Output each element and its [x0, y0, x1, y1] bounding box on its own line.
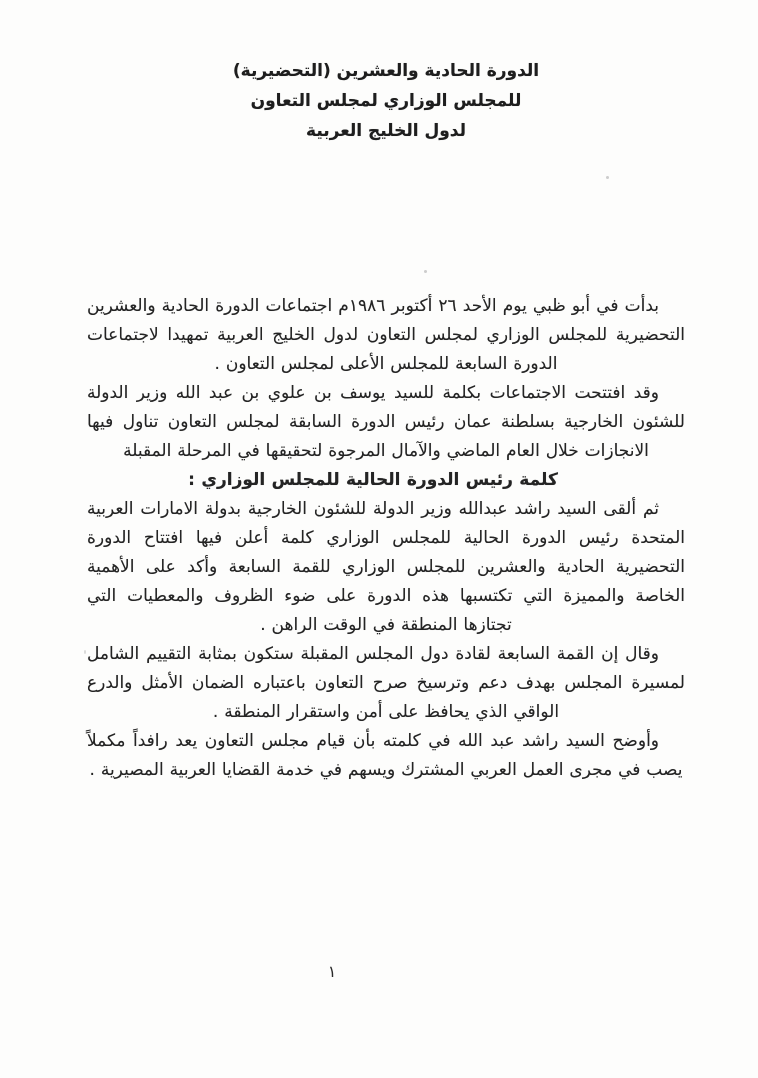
- title-line-2: للمجلس الوزاري لمجلس التعاون: [250, 91, 522, 111]
- document-body: [87, 292, 685, 785]
- section-heading: كلمة رئيس الدورة الحالية للمجلس الوزاري :: [188, 470, 558, 490]
- page-number: ١: [327, 962, 337, 981]
- title-line-1: الدورة الحادية والعشرين (التحضيرية): [232, 61, 540, 81]
- scan-speck: [424, 270, 427, 273]
- section-paragraph-1: ثم ألقى السيد راشد عبدالله وزير الدولة للشئون الخارجية بدولة الامارات العربية المتحدة رئيس الدورة الحالية للمجلس الوزاري كلمة أعلن فيها افتتاح الدورة التحضيرية الحادية والعشرين للمجلس الوزاري للقمة السابعة وأكد على الأهمية الخاصة والمميزة التي تكتسبها هذه الدورة على ضوء الظروف والمعطيات التي تجتازها المنطقة في الوقت الراهن .: [87, 499, 685, 635]
- intro-paragraph-1: بدأت في أبو ظبي يوم الأحد ٢٦ أكتوبر ١٩٨٦م اجتماعات الدورة الحادية والعشرين التحضيرية للمجلس الوزاري لمجلس التعاون لدول الخليج العربية تمهيدا لاجتماعات الدورة السابعة للمجلس الأعلى لمجلس التعاون .: [87, 296, 685, 374]
- scan-speck: [84, 650, 86, 654]
- section-paragraph-2: وقال إن القمة السابعة لقادة دول المجلس المقبلة ستكون بمثابة التقييم الشامل لمسيرة المجلس بهدف دعم وترسيخ صرح التعاون باعتباره الضمان الأمثل والدرع الواقي الذي يحافظ على أمن واستقرار المنطقة .: [87, 644, 685, 722]
- document-title: [87, 56, 685, 146]
- scan-speck: [606, 176, 609, 179]
- intro-paragraph-2: وقد افتتحت الاجتماعات بكلمة للسيد يوسف بن علوي بن عبد الله وزير الدولة للشئون الخارجية بسلطنة عمان رئيس الدورة السابقة لمجلس التعاون تناول فيها الانجازات خلال العام الماضي والآمال المرجوة لتحقيقها في المرحلة المقبلة: [87, 383, 685, 461]
- section-paragraph-3: وأوضح السيد راشد عبد الله في كلمته بأن قيام مجلس التعاون يعد رافداً مكملاً يصب في مجرى العمل العربي المشترك ويسهم في خدمة القضايا العربية المصيرية .: [87, 731, 683, 780]
- title-line-3: لدول الخليج العربية: [306, 121, 466, 141]
